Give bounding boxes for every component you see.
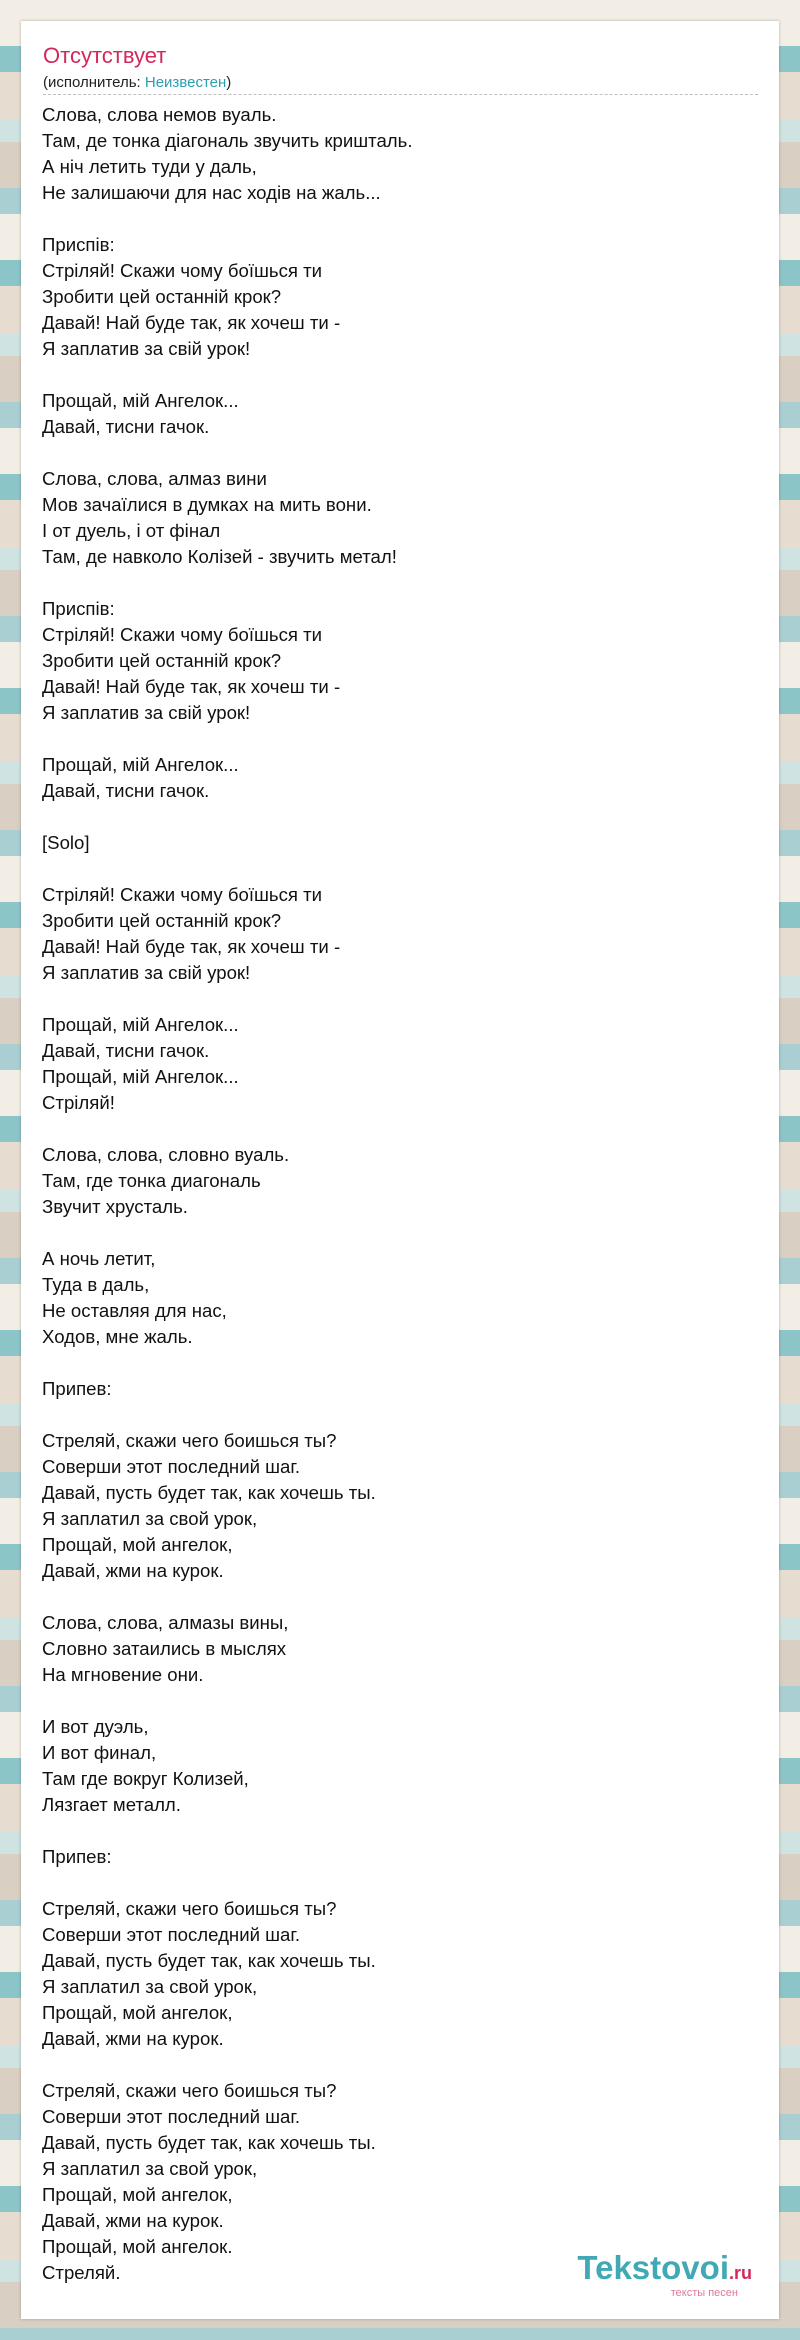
lyrics-line: Прощай, мой ангелок, bbox=[42, 1534, 233, 1555]
lyrics-line: Давай, пусть будет так, как хочешь ты. bbox=[42, 1482, 376, 1503]
lyrics-blank-line bbox=[42, 206, 757, 232]
lyrics-line: Давай! Най буде так, як хочеш ти - bbox=[42, 936, 341, 957]
lyrics-line: А ніч летить туди у даль, bbox=[42, 156, 257, 177]
lyrics-line: Я заплатив за свій урок! bbox=[42, 962, 251, 983]
lyrics-line: Я заплатив за свій урок! bbox=[42, 702, 251, 723]
lyrics-blank-line bbox=[42, 570, 757, 596]
lyrics-line: Там, где тонка диагональ bbox=[42, 1170, 261, 1191]
lyrics-line: Прощай, мой ангелок, bbox=[42, 2184, 233, 2205]
lyrics-line: Я заплатил за свой урок, bbox=[42, 2158, 258, 2179]
lyrics-blank-line bbox=[42, 2052, 757, 2078]
song-title: Отсутствует bbox=[43, 43, 167, 68]
lyrics-line: Прощай, мій Ангелок... bbox=[42, 754, 239, 775]
lyrics-card bbox=[21, 21, 779, 2319]
lyrics-line: Соверши этот последний шаг. bbox=[42, 1924, 301, 1945]
lyrics-line: Давай, тисни гачок. bbox=[42, 780, 210, 801]
lyrics-line: Зробити цей останній крок? bbox=[42, 910, 282, 931]
artist-prefix: (исполнитель: bbox=[43, 74, 145, 91]
lyrics-line: Словно затаились в мыслях bbox=[42, 1638, 287, 1659]
lyrics-line: На мгновение они. bbox=[42, 1664, 204, 1685]
lyrics-blank-line bbox=[42, 856, 757, 882]
lyrics-line: Слова, слова, словно вуаль. bbox=[42, 1144, 290, 1165]
lyrics-line: Стріляй! Скажи чому боїшься ти bbox=[42, 260, 323, 281]
lyrics-blank-line bbox=[42, 986, 757, 1012]
artist-line bbox=[43, 73, 231, 93]
lyrics-line: [Solo] bbox=[42, 832, 90, 853]
lyrics-line: Там, де навколо Колізей - звучить метал! bbox=[42, 546, 397, 567]
lyrics-line: Стреляй. bbox=[42, 2262, 121, 2283]
lyrics-line: Припев: bbox=[42, 1378, 112, 1399]
lyrics-line: Туда в даль, bbox=[42, 1274, 150, 1295]
lyrics-line: Прощай, мій Ангелок... bbox=[42, 390, 239, 411]
lyrics-line: И вот дуэль, bbox=[42, 1716, 149, 1737]
lyrics-line: Приспів: bbox=[42, 234, 115, 255]
lyrics-line: Прощай, мой ангелок, bbox=[42, 2002, 233, 2023]
lyrics-blank-line bbox=[42, 1402, 757, 1428]
lyrics-line: Соверши этот последний шаг. bbox=[42, 2106, 301, 2127]
lyrics-line: Давай! Най буде так, як хочеш ти - bbox=[42, 312, 341, 333]
artist-link[interactable]: Неизвестен bbox=[144, 74, 227, 91]
lyrics-line: Стріляй! bbox=[42, 1092, 115, 1113]
lyrics-line: Стреляй, скажи чего боишься ты? bbox=[42, 2080, 337, 2101]
logo-wordmark bbox=[577, 2250, 752, 2291]
lyrics-line: Прощай, мій Ангелок... bbox=[42, 1066, 239, 1087]
logo-name: Tekstovoi bbox=[577, 2249, 729, 2286]
lyrics-line: А ночь летит, bbox=[42, 1248, 156, 1269]
lyrics-blank-line bbox=[42, 1116, 757, 1142]
lyrics-line: Соверши этот последний шаг. bbox=[42, 1456, 301, 1477]
lyrics-line: Давай, жми на курок. bbox=[42, 2210, 224, 2231]
header-divider bbox=[43, 94, 758, 95]
lyrics-line: Там где вокруг Колизей, bbox=[42, 1768, 249, 1789]
lyrics-blank-line bbox=[42, 440, 757, 466]
lyrics-line: Давай, тисни гачок. bbox=[42, 416, 210, 437]
lyrics-line: І от дуель, і от фінал bbox=[42, 520, 221, 541]
lyrics-line: Стреляй, скажи чего боишься ты? bbox=[42, 1430, 337, 1451]
lyrics-blank-line bbox=[42, 726, 757, 752]
lyrics-blank-line bbox=[42, 1870, 757, 1896]
lyrics-blank-line bbox=[42, 362, 757, 388]
lyrics-line: И вот финал, bbox=[42, 1742, 157, 1763]
site-logo[interactable] bbox=[577, 2250, 752, 2299]
lyrics-line: Слова, слова немов вуаль. bbox=[42, 104, 277, 125]
lyrics-line: Лязгает металл. bbox=[42, 1794, 181, 1815]
lyrics-blank-line bbox=[42, 1818, 757, 1844]
lyrics-line: Ходов, мне жаль. bbox=[42, 1326, 193, 1347]
lyrics-line: Там, де тонка діагональ звучить кришталь. bbox=[42, 130, 413, 151]
logo-tagline: тексты песен bbox=[670, 2287, 738, 2299]
lyrics-blank-line bbox=[42, 1220, 757, 1246]
lyrics-line: Прощай, мой ангелок. bbox=[42, 2236, 233, 2257]
lyrics-line: Припев: bbox=[42, 1846, 112, 1867]
lyrics-blank-line bbox=[42, 1350, 757, 1376]
lyrics-line: Давай, пусть будет так, как хочешь ты. bbox=[42, 1950, 376, 1971]
logo-tld: .ru bbox=[728, 2263, 752, 2283]
lyrics-line: Стріляй! Скажи чому боїшься ти bbox=[42, 884, 323, 905]
lyrics-line: Не залишаючи для нас ходів на жаль... bbox=[42, 182, 381, 203]
lyrics-line: Стреляй, скажи чего боишься ты? bbox=[42, 1898, 337, 1919]
lyrics-line: Приспів: bbox=[42, 598, 115, 619]
lyrics-line: Стріляй! Скажи чому боїшься ти bbox=[42, 624, 323, 645]
lyrics-line: Давай, пусть будет так, как хочешь ты. bbox=[42, 2132, 376, 2153]
lyrics-line: Я заплатил за свой урок, bbox=[42, 1976, 258, 1997]
lyrics-line: Слова, слова, алмазы вины, bbox=[42, 1612, 289, 1633]
lyrics-line: Звучит хрусталь. bbox=[42, 1196, 188, 1217]
lyrics-line: Зробити цей останній крок? bbox=[42, 286, 282, 307]
artist-suffix: ) bbox=[226, 74, 232, 91]
lyrics-blank-line bbox=[42, 1688, 757, 1714]
lyrics-blank-line bbox=[42, 1584, 757, 1610]
lyrics-line: Я заплатив за свій урок! bbox=[42, 338, 251, 359]
lyrics-line: Давай, жми на курок. bbox=[42, 2028, 224, 2049]
lyrics-line: Я заплатил за свой урок, bbox=[42, 1508, 258, 1529]
lyrics-line: Прощай, мій Ангелок... bbox=[42, 1014, 239, 1035]
lyrics-line: Не оставляя для нас, bbox=[42, 1300, 227, 1321]
lyrics-line: Давай, жми на курок. bbox=[42, 1560, 224, 1581]
lyrics-text bbox=[42, 102, 757, 2286]
lyrics-line: Слова, слова, алмаз вини bbox=[42, 468, 267, 489]
lyrics-blank-line bbox=[42, 804, 757, 830]
lyrics-line: Мов зачаїлися в думках на мить вони. bbox=[42, 494, 372, 515]
lyrics-line: Давай, тисни гачок. bbox=[42, 1040, 210, 1061]
lyrics-line: Давай! Най буде так, як хочеш ти - bbox=[42, 676, 341, 697]
lyrics-line: Зробити цей останній крок? bbox=[42, 650, 282, 671]
